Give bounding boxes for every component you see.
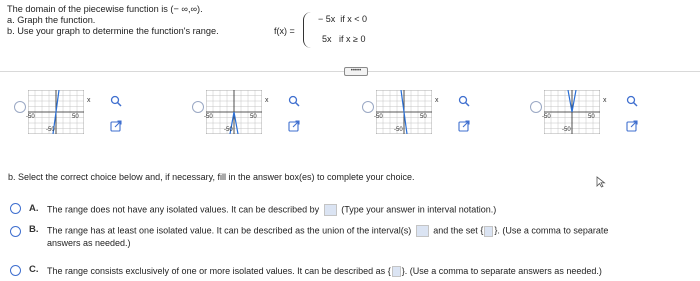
graph-a[interactable] (28, 90, 84, 134)
graph-a-tick-bottom: -50 (46, 127, 55, 133)
option-c-text: The range consists exclusively of one or more isolated values. It can be described as { }. (Use a comma to separate answers as needed.) (47, 266, 602, 277)
graph-d-plot (544, 90, 600, 134)
graph-a-x-label: x (87, 97, 91, 104)
graph-b[interactable] (206, 90, 262, 134)
option-a-text-before: The range does not have any isolated values. It can be described by (47, 204, 320, 215)
option-b-text-middle: and the set (433, 225, 478, 236)
zoom-icon[interactable] (458, 95, 470, 107)
option-c-text-after: (Use a comma to separate answers as needed.) (409, 266, 602, 276)
graph-a-tick-right: 50 (72, 114, 79, 120)
external-link-icon[interactable] (626, 120, 638, 132)
option-c-set-input[interactable] (392, 266, 401, 277)
piece-2-expr: 5x (322, 34, 332, 44)
zoom-icon[interactable] (110, 95, 122, 107)
graph-option-d-radio[interactable] (530, 101, 542, 113)
problem-line-3: b. Use your graph to determine the function's range. (7, 26, 219, 36)
option-b-text-line2: answers as needed.) (47, 238, 131, 248)
graph-a-plot (28, 90, 84, 134)
graph-d[interactable] (544, 90, 600, 134)
option-b-text: The range has at least one isolated value. It can be described as the union of the interval(s) and the set { }. (Use a comma to separate (47, 225, 609, 236)
option-a-text (47, 204, 496, 216)
option-b-set-box[interactable]: { } (480, 225, 498, 236)
piece-2 (318, 34, 365, 44)
graph-d-tick-right: 50 (588, 114, 595, 120)
piecewise-brace (303, 12, 312, 48)
problem-line-1: The domain of the piecewise function is (− ∞,∞). (7, 4, 203, 14)
graph-c[interactable] (376, 90, 432, 134)
graph-option-a-radio[interactable] (14, 101, 26, 113)
graph-a-tick-left: -50 (26, 114, 35, 120)
graph-b-x-label: x (265, 97, 269, 104)
problem-line-2: a. Graph the function. (7, 15, 96, 25)
option-a-radio[interactable] (10, 203, 21, 214)
mouse-cursor-icon (596, 176, 606, 188)
piece-2-cond: if x ≥ 0 (339, 34, 366, 44)
option-c-letter: C. (29, 264, 39, 275)
graph-c-tick-bottom: -50 (394, 127, 403, 133)
zoom-icon[interactable] (626, 95, 638, 107)
graph-c-x-label: x (435, 97, 439, 104)
part-b-instruction: b. Select the correct choice below and, if necessary, fill in the answer box(es) to complete your choice. (8, 172, 415, 182)
option-b-interval-box[interactable] (416, 225, 429, 237)
option-b-letter: B. (29, 224, 39, 235)
graph-option-c-radio[interactable] (362, 101, 374, 113)
option-b-text-after: (Use a comma to separate (502, 225, 609, 236)
option-a-text-after: (Type your answer in interval notation.) (341, 204, 497, 215)
option-b-radio[interactable] (10, 226, 21, 237)
piece-1 (318, 14, 367, 24)
option-c-radio[interactable] (10, 265, 21, 276)
external-link-icon[interactable] (288, 120, 300, 132)
option-c-set-box[interactable]: { } (387, 266, 405, 277)
more-button[interactable]: ••••• (344, 67, 368, 76)
external-link-icon[interactable] (110, 120, 122, 132)
graph-c-tick-left: -50 (374, 114, 383, 120)
option-b-set-input[interactable] (484, 226, 493, 237)
piece-1-expr: − 5x (318, 14, 336, 24)
piece-1-cond: if x < 0 (340, 14, 368, 24)
option-c-text-before: The range consists exclusively of one or more isolated values. It can be described as (47, 266, 386, 276)
graph-option-b-radio[interactable] (192, 101, 204, 113)
function-label: f(x) = (274, 26, 295, 36)
option-a-letter: A. (29, 203, 39, 214)
graph-c-plot (376, 90, 432, 134)
graph-d-x-label: x (603, 97, 607, 104)
graph-d-tick-bottom: -50 (562, 127, 571, 133)
option-a-answer-box[interactable] (324, 204, 337, 216)
external-link-icon[interactable] (458, 120, 470, 132)
graph-d-tick-left: -50 (542, 114, 551, 120)
graph-b-tick-right: 50 (250, 114, 257, 120)
graph-b-tick-left: -50 (204, 114, 213, 120)
option-b-text-before: The range has at least one isolated value. It can be described as the union of the interval(s) (47, 225, 412, 236)
graph-b-plot (206, 90, 262, 134)
zoom-icon[interactable] (288, 95, 300, 107)
graph-c-tick-right: 50 (420, 114, 427, 120)
graph-b-tick-bottom: -50 (224, 127, 233, 133)
